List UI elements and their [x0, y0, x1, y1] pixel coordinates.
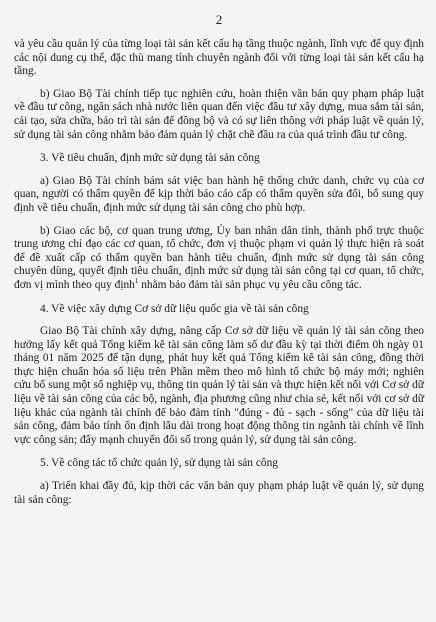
- paragraph-3b: [14, 225, 424, 293]
- paragraph-2b-ministry-finance-public-investment: b) Giao Bộ Tài chính tiếp tục nghiên cứu, hoàn thiện văn bản quy phạm pháp luật về đầu tư công, ngân sách nhà nước liên quan đến việc đầu tư xây dựng, mua sắm tài sản, cải tạo, sửa chữa, bảo trì tài sản để đồng bộ và có sự liên thông với pháp luật về quản lý, sử dụng tài sản công nhằm bảo đảm quản lý chặt chẽ đầu ra của quá trình đầu tư công.: [14, 87, 424, 141]
- section-heading-5: 5. Về công tác tổ chức quản lý, sử dụng tài sản công: [40, 457, 278, 470]
- paragraph-3b-text-end: nhằm bảo đảm tài sản phục vụ yêu cầu công tác.: [138, 278, 362, 291]
- footnote-marker: 1: [134, 277, 139, 286]
- paragraph-continuation: và yêu cầu quản lý của từng loại tài sản kết cấu hạ tầng thuộc ngành, lĩnh vực để quy định các nội dung cụ thể, đặc thù mang tính chuyên ngành đối với từng loại tài sản kết cấu hạ tầng.: [14, 38, 424, 78]
- page-number: 2: [215, 12, 223, 27]
- paragraph-3a: a) Giao Bộ Tài chính bám sát việc ban hành hệ thống chức danh, chức vụ của cơ quan, người có thẩm quyền để kịp thời báo cáo cấp có thẩm quyền sửa đổi, bổ sung quy định về tiêu chuẩn, định mức sử dụng tài sản công cho phù hợp.: [14, 174, 424, 214]
- paragraph-3b-text: b) Giao các bộ, cơ quan trung ương, Ủy ban nhân dân tỉnh, thành phố trực thuộc trung ương chỉ đạo các cơ quan, tổ chức, đơn vị thuộc phạm vi quản lý thực hiện rà soát để đề xuất cấp có thẩm quyền ban hành tiêu chuẩn, định mức sử dụng tài sản công chuyên dùng, quyết định tiêu chuẩn, định mức sử dụng tài sản công tại cơ quan, tổ chức, đơn vị mình theo quy định: [14, 224, 424, 291]
- paragraph-5a: a) Triển khai đầy đủ, kịp thời các văn bản quy phạm pháp luật về quản lý, sử dụng tài sản công:: [14, 480, 424, 506]
- section-heading-3: 3. Về tiêu chuẩn, định mức sử dụng tài sản công: [40, 152, 260, 165]
- paragraph-4: Giao Bộ Tài chính xây dựng, nâng cấp Cơ sở dữ liệu về quản lý tài sản công theo hướng lấy kết quả Tổng kiểm kê tài sản công làm số dư đầu kỳ tại thời điểm 0h ngày 01 tháng 01 năm 2025 để tận dụng, phát huy kết quả Tổng kiểm kê tài sản công, đồng thời thực hiện chuẩn hóa số liệu trên Phần mềm theo mô hình tổ chức bộ máy mới; nghiên cứu bổ sung một số nghiệp vụ, thông tin quản lý tài sản và thực hiện kết nối với Cơ sở dữ liệu về tài sản công của các bộ, ngành, địa phương cũng như chia sẻ, kết nối với cơ sở dữ liệu khác của ngành tài chính để bảo đảm tính "đúng - đủ - sạch - sống" của dữ liệu tài sản công, đảm bảo tính ổn định lâu dài trong hoạt động thông tin ngành tài chính về lĩnh vực công sản; đẩy mạnh chuyển đổi số trong quản lý, sử dụng tài sản công.: [14, 325, 424, 446]
- section-heading-4: 4. Về việc xây dựng Cơ sở dữ liệu quốc gia về tài sản công: [40, 302, 309, 315]
